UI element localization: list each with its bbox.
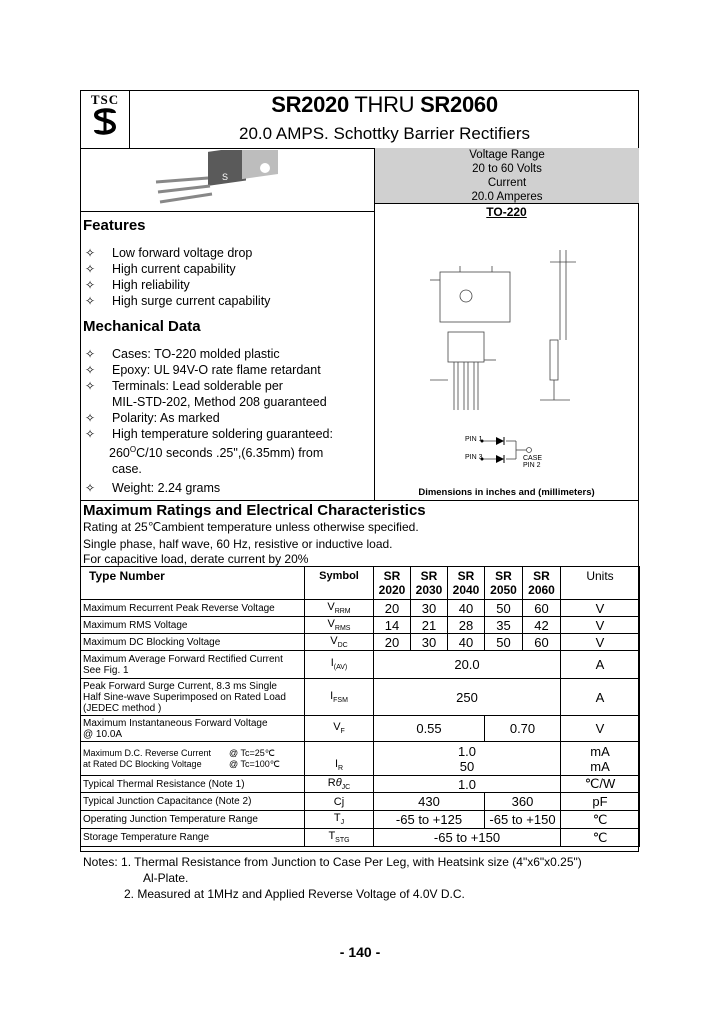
star-bullet-icon: ✧ bbox=[85, 294, 96, 308]
title-thru: THRU bbox=[348, 92, 421, 117]
product-photo-icon bbox=[150, 150, 290, 208]
package-label bbox=[374, 205, 639, 219]
mechanical-list bbox=[85, 346, 333, 496]
table-row: Maximum D.C. Reverse Current @ Tc=25℃ at Rated DC Blocking Voltage @ Tc=100℃ $I_R$ 1.0 50 mA mA bbox=[81, 742, 640, 776]
ratings-heading: Maximum Ratings and Electrical Characteristics bbox=[83, 502, 426, 519]
case-label: CASE bbox=[523, 455, 543, 462]
header-model: SR 2020 bbox=[374, 567, 411, 600]
list-item: ✧ Epoxy: UL 94V-O rate flame retardant bbox=[85, 363, 321, 377]
voltage-range-value: 20 to 60 Volts bbox=[472, 163, 542, 175]
title-model-last: SR2060 bbox=[420, 92, 498, 117]
star-bullet-icon: ✧ bbox=[85, 363, 96, 377]
package-dimension-drawing bbox=[400, 230, 620, 480]
package-name: TO-220 bbox=[486, 205, 527, 219]
features-top-divider bbox=[80, 211, 374, 212]
current-value: 20.0 Amperes bbox=[471, 191, 543, 203]
star-bullet-icon: ✧ bbox=[85, 481, 96, 496]
list-item: ✧ High surge current capability bbox=[85, 294, 271, 308]
table-row: Maximum Recurrent Peak Reverse Voltage $V_{RRM}$ 20 30 40 50 60 V bbox=[81, 600, 640, 617]
ratings-note-3: For capacitive load, derate current by 20% bbox=[83, 552, 309, 566]
star-bullet-icon: ✧ bbox=[85, 379, 96, 393]
list-item: ✧ Terminals: Lead solderable per bbox=[85, 379, 283, 393]
list-item-continued: case. bbox=[112, 462, 142, 477]
features-heading: Features bbox=[83, 217, 146, 234]
ratings-top-divider bbox=[80, 500, 639, 501]
tsc-logo-icon bbox=[92, 107, 118, 137]
table-row: Typical Thermal Resistance (Note 1) $R\theta_{JC}$ 1.0 ℃/W bbox=[81, 776, 640, 793]
title-model-first: SR2020 bbox=[271, 92, 349, 117]
header-model: SR 2040 bbox=[448, 567, 485, 600]
list-item: ✧ Cases: TO-220 molded plastic bbox=[85, 347, 280, 361]
notes bbox=[83, 854, 582, 902]
table-row: Maximum Average Forward Rectified Current See Fig. 1 $I_{(AV)}$ 20.0 A bbox=[81, 651, 640, 679]
dimension-caption: Dimensions in inches and (millimeters) bbox=[418, 487, 595, 498]
features-list bbox=[85, 245, 270, 309]
star-bullet-icon: ✧ bbox=[85, 411, 96, 425]
table-row: Typical Junction Capacitance (Note 2) Cj 430 360 pF bbox=[81, 793, 640, 811]
column-divider bbox=[374, 148, 375, 501]
star-bullet-icon: ✧ bbox=[85, 347, 96, 361]
table-row: Operating Junction Temperature Range $T_J$ -65 to +125 -65 to +150 ℃ bbox=[81, 811, 640, 829]
mechanical-heading: Mechanical Data bbox=[83, 318, 201, 335]
note-1-continued: Al-Plate. bbox=[143, 871, 189, 885]
star-bullet-icon: ✧ bbox=[85, 262, 96, 276]
pin3-label: PIN 3 bbox=[465, 454, 483, 461]
list-item: ✧ High current capability bbox=[85, 262, 236, 276]
page-number: - 140 - bbox=[339, 944, 381, 960]
page-title bbox=[130, 92, 639, 118]
ratings-note-1: Rating at 25℃ambient temperature unless otherwise specified. bbox=[83, 520, 419, 534]
header-type-number: Type Number bbox=[81, 567, 305, 600]
logo-box bbox=[80, 90, 130, 148]
pin2-label: PIN 2 bbox=[523, 462, 541, 469]
header-model: SR 2050 bbox=[485, 567, 523, 600]
note-2: 2. Measured at 1MHz and Applied Reverse Voltage of 4.0V D.C. bbox=[124, 887, 465, 901]
ratings-note-2: Single phase, half wave, 60 Hz, resistive or inductive load. bbox=[83, 537, 393, 551]
header-model: SR 2030 bbox=[411, 567, 448, 600]
pin1-label: PIN 1 bbox=[465, 436, 483, 443]
list-item: ✧ Weight: 2.24 grams bbox=[85, 481, 221, 496]
table-row: Maximum RMS Voltage $V_{RMS}$ 14 21 28 35 42 V bbox=[81, 617, 640, 634]
header-model: SR 2060 bbox=[523, 567, 561, 600]
table-row: Storage Temperature Range $T_{STG}$ -65 to +150 ℃ bbox=[81, 829, 640, 847]
star-bullet-icon: ✧ bbox=[85, 246, 96, 260]
star-bullet-icon: ✧ bbox=[85, 278, 96, 292]
note-1: Notes: 1. Thermal Resistance from Junction to Case Per Leg, with Heatsink size (4"x6"x0.25") bbox=[83, 855, 582, 869]
header-symbol: Symbol bbox=[305, 567, 374, 600]
list-item: ✧ High reliability bbox=[85, 278, 190, 292]
current-label: Current bbox=[487, 177, 527, 189]
ratings-table bbox=[80, 566, 640, 847]
voltage-range-label: Voltage Range bbox=[469, 149, 545, 161]
star-bullet-icon: ✧ bbox=[85, 427, 96, 441]
table-row: Maximum Instantaneous Forward Voltage @ 10.0A $V_F$ 0.55 0.70 V bbox=[81, 716, 640, 742]
header-units: Units bbox=[561, 567, 640, 600]
logo-text: TSC bbox=[90, 92, 120, 107]
list-item: ✧ Low forward voltage drop bbox=[85, 246, 253, 260]
page-subtitle: 20.0 AMPS. Schottky Barrier Rectifiers bbox=[239, 124, 530, 143]
table-row: Peak Forward Surge Current, 8.3 ms Single Half Sine-wave Superimposed on Rated Load (JEDEC method ) $I_{FSM}$ 250 A bbox=[81, 679, 640, 716]
list-item-continued: MIL-STD-202, Method 208 guaranteed bbox=[112, 395, 327, 409]
list-item: ✧ Polarity: As marked bbox=[85, 411, 220, 425]
list-item: ✧ High temperature soldering guaranteed: bbox=[85, 427, 333, 441]
table-row: Maximum DC Blocking Voltage $V_{DC}$ 20 30 40 50 60 V bbox=[81, 634, 640, 651]
table-header-row bbox=[81, 567, 640, 600]
svg-text:S: S bbox=[222, 172, 229, 182]
voltage-range-box bbox=[374, 148, 639, 204]
list-item-continued: $260^OC/10$ seconds .25",(6.35mm) from bbox=[109, 445, 324, 461]
